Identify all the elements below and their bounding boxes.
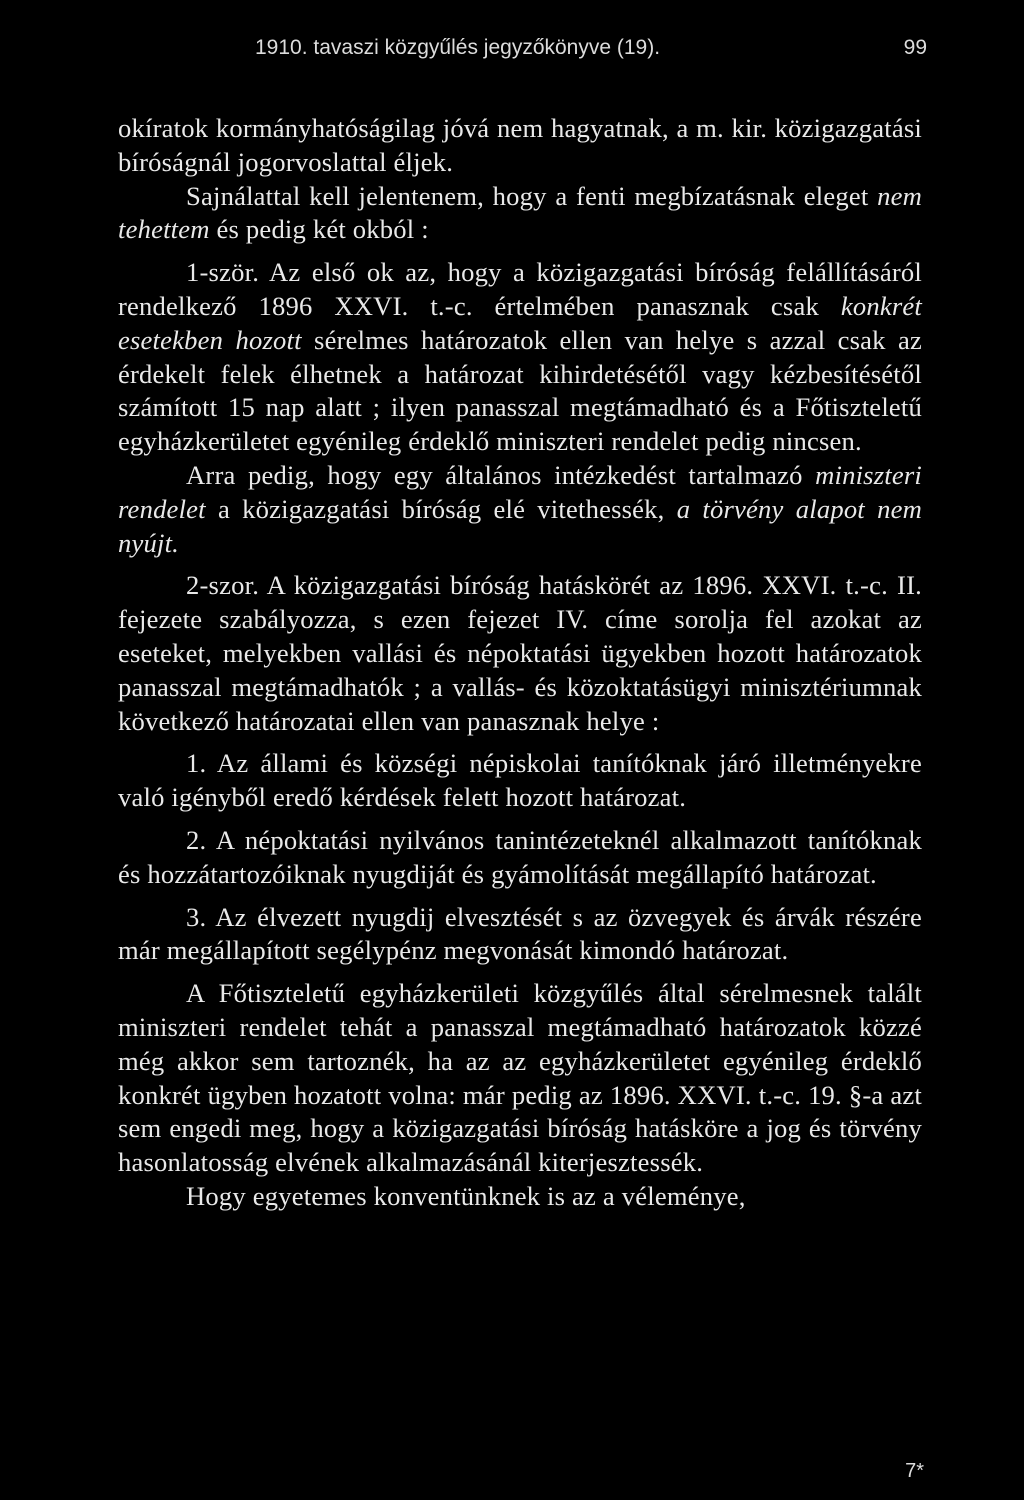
list-item-3: 3. Az élvezett nyugdij elvesztését s az özvegyek és árvák részére már megállapított segélypénz megvonását kimondó határozat. xyxy=(118,901,922,966)
list-item-1: 1. Az állami és községi népiskolai tanítóknak járó illetményekre való igényből eredő kérdések felett hozott határozat. xyxy=(118,748,922,813)
list-item-2: 2. A népoktatási nyilvános tanintézeteknél alkalmazott tanítóknak és hozzátartozóiknak nyugdiját és gyámolítását megállapító határozat. xyxy=(118,824,922,889)
paragraph-continuation: okíratok kormányhatóságilag jóvá nem hagyatnak, a m. kir. közigazgatási bíróságnál jogorvoslattal éljek. xyxy=(118,113,922,177)
emphasis-text: miniszteri rendelet xyxy=(118,459,922,524)
paragraph-conclusion: A Főtiszteletű egyházkerületi közgyűlés által sérelmesnek talált miniszteri rendelet tehát a panasszal megtámadható határozatok közzé még akkor sem tartoznék, ha az az egyházkerületet egyénileg érdeklő konkrét ügyben hozatott volna: már pedig az 1896. XXVI. t.-c. 19. §-a azt sem engedi meg, hogy a közigazgatási bíróság hatásköre a jog és törvény hasonlatosság elvének alkalmazásánál kiterjesztessék. xyxy=(118,978,922,1178)
running-header xyxy=(255,36,927,66)
page-number: 99 xyxy=(903,36,927,59)
emphasis-text: a törvény alapot nem nyújt. xyxy=(118,493,922,558)
emphasis-text: nem tehettem xyxy=(118,180,922,245)
paragraph-intro: Sajnálattal kell jelentenem, hogy a fenti megbízatásnak eleget nem tehettem és pedig két okból : xyxy=(118,180,922,245)
paragraph-general-measure: Arra pedig, hogy egy általános intézkedést tartalmazó miniszteri rendelet a közigazgatási bíróság elé vitethessék, a törvény alapot nem nyújt. xyxy=(118,459,922,558)
emphasis-text: konkrét esetekben hozott xyxy=(118,290,922,355)
paragraph-first-reason: 1-ször. Az első ok az, hogy a közigazgatási bíróság felállításáról rendelkező 1896 XXVI. t.-c. értelmében panasznak csak konkrét esetekben hozott sérelmes határozatok ellen van helye s azzal csak az érdekelt felek élhetnek a határozat kihirdetésétől vagy kézbesítésétől számított 15 nap alatt ; ilyen panasszal megtámadható és a Főtiszteletű egyházkerületet egyénileg érdeklő miniszteri rendelet pedig nincsen. xyxy=(118,257,922,457)
signature-mark: 7* xyxy=(905,1460,924,1482)
running-title: 1910. tavaszi közgyűlés jegyzőkönyve (19). xyxy=(255,36,661,59)
paragraph-second-reason: 2-szor. A közigazgatási bíróság hatáskörét az 1896. XXVI. t.-c. II. fejezete szabályozza, s ezen fejezet IV. címe sorolja fel azokat az eseteket, melyekben vallási és népoktatási ügyekben hozott határozatok panasszal megtámadhatók ; a vallás- és közoktatásügyi minisztériumnak következő határozatai ellen van panasznak helye : xyxy=(118,570,922,736)
paragraph-final: Hogy egyetemes konventünknek is az a véleménye, xyxy=(186,1180,746,1211)
body-text xyxy=(118,112,922,1214)
